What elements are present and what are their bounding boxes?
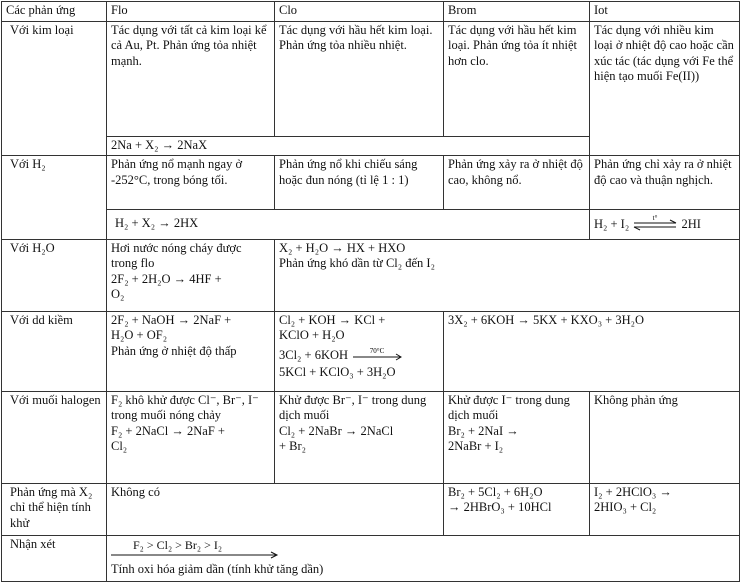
halogen-comparison-page	[0, 1, 740, 587]
alkali-label: Với dd kiềm	[2, 311, 107, 391]
alkali-flo	[107, 311, 275, 391]
remark-order-text: F₂ > Cl₂ > Br₂ > I₂	[133, 537, 223, 552]
heat-arrow	[351, 347, 403, 366]
water-others-line1: X₂ + H₂O → HX + HXO	[279, 240, 406, 255]
metal-label: Với kim loại	[2, 21, 107, 156]
halide-salt-flo-line3: Cl₂	[111, 439, 128, 453]
hydrogen-iot-equation	[590, 210, 740, 240]
water-flo-line2: 2F₂ + 2H₂O → 4HF +	[111, 271, 222, 286]
halide-salt-brom	[444, 391, 590, 483]
hydrogen-row	[2, 156, 740, 210]
reducing-brom	[444, 483, 590, 535]
halide-salt-clo-line3: + Br₂	[279, 439, 307, 453]
alkali-clo	[275, 311, 444, 391]
trend-arrow-icon	[111, 552, 281, 560]
metal-equation: 2Na + X₂ → 2NaX	[107, 136, 590, 156]
metal-flo: Tác dụng với tất cả kim loại kể cả Au, Pt. Phản ứng tỏa nhiệt mạnh.	[107, 21, 275, 136]
remark-content	[107, 535, 740, 581]
halide-salt-label: Với muối halogen	[2, 391, 107, 483]
halide-salt-iot: Không phản ứng	[590, 391, 740, 483]
metal-brom: Tác dụng với hầu hết kim loại. Phản ứng tỏa ít nhiệt hơn clo.	[444, 21, 590, 136]
halide-salt-brom-line3: 2NaBr + I₂	[448, 439, 504, 453]
header-flo: Flo	[107, 2, 275, 22]
halogen-reaction-table	[1, 1, 740, 582]
remark-label: Nhận xét	[2, 535, 107, 581]
reducing-label: Phản ứng mà X₂ chỉ thể hiện tính khử	[2, 483, 107, 535]
alkali-flo-line3: Phản ứng ở nhiệt độ thấp	[111, 343, 237, 358]
iot-eq-left: H₂ + I₂	[594, 217, 630, 232]
halide-salt-flo	[107, 391, 275, 483]
metal-row	[2, 21, 740, 136]
reversible-arrow	[632, 214, 678, 237]
alkali-flo-line1: 2F₂ + NaOH → 2NaF +	[111, 312, 232, 327]
halide-salt-flo-line1: F₂ khô khử được Cl⁻, Br⁻, I⁻ trong muối nóng chảy	[111, 392, 259, 422]
halide-salt-flo-line2: F₂ + 2NaCl → 2NaF +	[111, 423, 225, 438]
halide-salt-row	[2, 391, 740, 483]
header-iot: Iot	[590, 2, 740, 22]
reducing-brom-line2: → 2HBrO₃ + 10HCl	[448, 500, 552, 514]
header-reactions: Các phản ứng	[2, 2, 107, 22]
water-flo	[107, 239, 275, 311]
halide-salt-clo	[275, 391, 444, 483]
header-row	[2, 2, 740, 22]
hydrogen-clo: Phản ứng nổ khi chiếu sáng hoặc đun nóng (tỉ lệ 1 : 1)	[275, 156, 444, 210]
reducing-flo-clo: Không có	[107, 483, 444, 535]
alkali-clo-line3	[279, 347, 439, 366]
alkali-clo-line1: Cl₂ + KOH → KCl +	[279, 312, 386, 327]
hydrogen-equation: H₂ + X₂ → 2HX	[107, 210, 590, 240]
reversible-arrow-icon	[632, 214, 678, 232]
alkali-row	[2, 311, 740, 391]
remark-order	[111, 538, 281, 558]
reducing-iot-line2: 2HIO₃ + Cl₂	[594, 500, 657, 514]
metal-clo: Tác dụng với hầu hết kim loại. Phản ứng tỏa nhiều nhiệt.	[275, 21, 444, 136]
halide-salt-clo-line2: Cl₂ + 2NaBr → 2NaCl	[279, 423, 394, 438]
water-others	[275, 239, 740, 311]
metal-iot: Tác dụng với nhiều kim loại ở nhiệt độ cao hoặc cần xúc tác (tác dụng với Fe thể hiện tạo muối Fe(II))	[590, 21, 740, 156]
hydrogen-equation-row	[2, 210, 740, 240]
hydrogen-flo: Phản ứng nổ mạnh ngay ở -252°C, trong bóng tối.	[107, 156, 275, 210]
hydrogen-brom: Phản ứng xảy ra ở nhiệt độ cao, không nổ.	[444, 156, 590, 210]
header-brom: Brom	[444, 2, 590, 22]
alkali-clo-line2: KClO + H₂O	[279, 328, 345, 342]
iot-eq-condition: t°	[652, 214, 658, 222]
water-label: Với H₂O	[2, 239, 107, 311]
water-flo-line3: O₂	[111, 287, 125, 301]
remark-row	[2, 535, 740, 581]
remark-summary: Tính oxi hóa giảm dần (tính khử tăng dần)	[111, 561, 324, 576]
halide-salt-brom-line2: Br₂ + 2NaI →	[448, 423, 519, 438]
alkali-brom-iot: 3X₂ + 6KOH → 5KX + KXO₃ + 3H₂O	[444, 311, 740, 391]
reducing-brom-line1: Br₂ + 5Cl₂ + 6H₂O	[448, 484, 543, 499]
iot-eq-right: 2HI	[681, 217, 701, 232]
hydrogen-iot: Phản ứng chỉ xảy ra ở nhiệt độ cao và thuận nghịch.	[590, 156, 740, 210]
alkali-flo-line2: H₂O + OF₂	[111, 328, 168, 342]
water-row	[2, 239, 740, 311]
water-others-line2: Phản ứng khó dần từ Cl₂ đến I₂	[279, 256, 435, 270]
header-clo: Clo	[275, 2, 444, 22]
alkali-clo-line3-left: 3Cl₂ + 6KOH	[279, 347, 349, 362]
alkali-clo-line4: 5KCl + KClO₃ + 3H₂O	[279, 365, 396, 379]
water-flo-line1: Hơi nước nóng cháy được trong flo	[111, 240, 242, 270]
reducing-row	[2, 483, 740, 535]
reducing-iot	[590, 483, 740, 535]
heat-arrow-icon	[351, 347, 403, 361]
hydrogen-label: Với H₂	[2, 156, 107, 240]
halide-salt-brom-line1: Khử được I⁻ trong dung dịch muối	[448, 392, 570, 422]
alkali-clo-condition: 70°C	[369, 346, 385, 355]
reducing-iot-line1: I₂ + 2HClO₃ →	[594, 484, 672, 499]
halide-salt-clo-line1: Khử được Br⁻, I⁻ trong dung dịch muối	[279, 392, 427, 422]
